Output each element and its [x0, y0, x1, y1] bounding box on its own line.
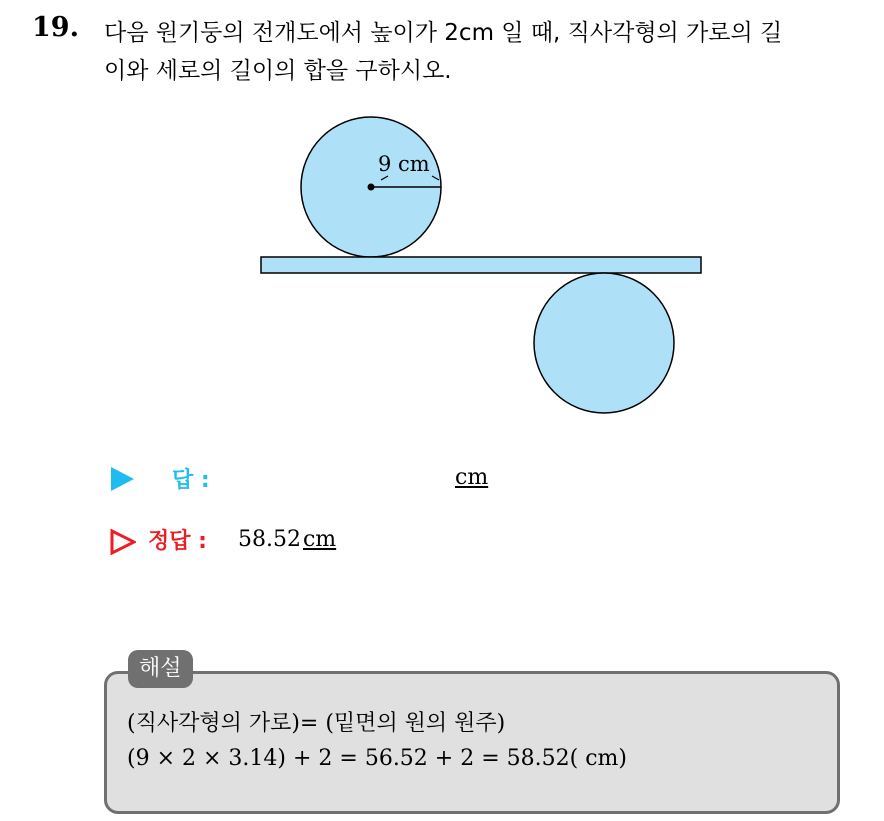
correct-answer-label: 정답 :: [148, 529, 207, 554]
correct-answer: [238, 527, 336, 552]
correct-answer-value: 58.52: [238, 527, 301, 552]
solution-tab: 해설: [128, 650, 193, 688]
side-rectangle: [261, 257, 701, 273]
solid-triangle-icon: [111, 467, 134, 491]
bottom-base-circle: [534, 273, 674, 413]
question-line-2: 이와 세로의 길이의 합을 구하시오.: [104, 58, 452, 84]
center-dot: [368, 184, 375, 191]
answer-unit: cm: [455, 465, 489, 490]
correct-answer-unit: cm: [302, 527, 337, 552]
question-number: 19.: [32, 12, 79, 43]
question-line-1: 다음 원기둥의 전개도에서 높이가 2cm 일 때, 직사각형의 가로의 길: [104, 20, 783, 46]
solution-line-1: (직사각형의 가로)= (밑면의 원의 원주): [127, 711, 506, 736]
solution-box: [104, 671, 840, 814]
radius-label: 9 cm: [378, 152, 430, 176]
solution-line-2: (9 × 2 × 3.14) + 2 = 56.52 + 2 = 58.52( cm): [127, 746, 627, 771]
outline-triangle-icon: [110, 529, 136, 555]
answer-label: 답 :: [172, 468, 210, 493]
